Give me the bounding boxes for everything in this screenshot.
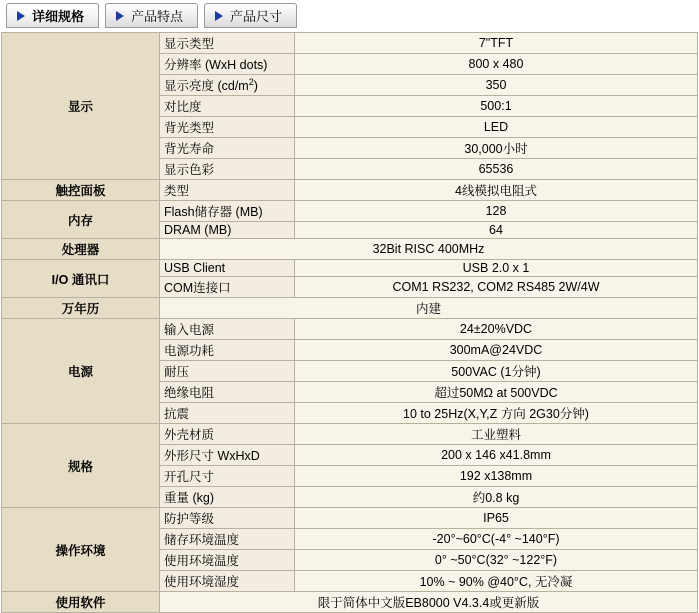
row-item: 类型	[160, 180, 295, 201]
row-value: 24±20%VDC	[295, 319, 698, 340]
table-row	[2, 319, 698, 340]
table-row	[2, 239, 698, 260]
row-value: 30,000小时	[295, 138, 698, 159]
row-item: 开孔尺寸	[160, 466, 295, 487]
group-label: I/O 通讯口	[2, 260, 160, 298]
row-item: DRAM (MB)	[160, 222, 295, 239]
row-item	[160, 75, 295, 96]
tab-label: 详细规格	[32, 9, 85, 24]
row-value: 约0.8 kg	[295, 487, 698, 508]
tab-product-dimensions[interactable]	[204, 3, 297, 28]
row-value: 内建	[160, 298, 698, 319]
row-value: 32Bit RISC 400MHz	[160, 239, 698, 260]
row-item: 背光类型	[160, 117, 295, 138]
row-item: USB Client	[160, 260, 295, 277]
row-value: 超过50MΩ at 500VDC	[295, 382, 698, 403]
table-row	[2, 298, 698, 319]
group-label: 万年历	[2, 298, 160, 319]
row-value: COM1 RS232, COM2 RS485 2W/4W	[295, 277, 698, 298]
row-value: USB 2.0 x 1	[295, 260, 698, 277]
row-value: 350	[295, 75, 698, 96]
row-item: 重量 (kg)	[160, 487, 295, 508]
table-row	[2, 33, 698, 54]
row-value: 10 to 25Hz(X,Y,Z 方向 2G30分钟)	[295, 403, 698, 424]
row-value: 300mA@24VDC	[295, 340, 698, 361]
tab-bar	[0, 0, 699, 32]
row-value: 限于简体中文版EB8000 V4.3.4或更新版	[160, 592, 698, 613]
table-row	[2, 592, 698, 613]
row-value: 7"TFT	[295, 33, 698, 54]
row-item: 对比度	[160, 96, 295, 117]
table-row	[2, 508, 698, 529]
group-label: 触控面板	[2, 180, 160, 201]
row-item: 使用环境湿度	[160, 571, 295, 592]
specification-table	[1, 32, 698, 613]
tab-label: 产品特点	[131, 9, 184, 24]
row-item-text: 显示亮度 $(cd/m^2)$	[164, 76, 258, 93]
row-item: 储存环境温度	[160, 529, 295, 550]
row-item: 显示类型	[160, 33, 295, 54]
row-item: Flash储存器 (MB)	[160, 201, 295, 222]
row-value: 128	[295, 201, 698, 222]
group-label: 使用软件	[2, 592, 160, 613]
row-item: 分辨率 (WxH dots)	[160, 54, 295, 75]
triangle-right-icon	[116, 11, 124, 21]
row-value: 192 x138mm	[295, 466, 698, 487]
row-item: 外形尺寸 WxHxD	[160, 445, 295, 466]
specification-table-body	[2, 33, 698, 613]
triangle-right-icon	[215, 11, 223, 21]
group-label: 规格	[2, 424, 160, 508]
table-row	[2, 180, 698, 201]
table-row	[2, 260, 698, 277]
tab-detailed-spec[interactable]	[6, 3, 99, 28]
table-row	[2, 201, 698, 222]
row-item: 显示色彩	[160, 159, 295, 180]
tab-product-features[interactable]	[105, 3, 198, 28]
row-value: 64	[295, 222, 698, 239]
row-value: -20°~60°C(-4° ~140°F)	[295, 529, 698, 550]
row-value: 0° ~50°C(32° ~122°F)	[295, 550, 698, 571]
row-value: LED	[295, 117, 698, 138]
row-value: 工业塑料	[295, 424, 698, 445]
group-label: 电源	[2, 319, 160, 424]
row-value: 500:1	[295, 96, 698, 117]
group-label: 操作环境	[2, 508, 160, 592]
group-label: 显示	[2, 33, 160, 180]
row-item: COM连接口	[160, 277, 295, 298]
table-row	[2, 424, 698, 445]
row-item: 电源功耗	[160, 340, 295, 361]
row-value: 65536	[295, 159, 698, 180]
row-item: 抗震	[160, 403, 295, 424]
triangle-right-icon	[17, 11, 25, 21]
row-item: 绝缘电阻	[160, 382, 295, 403]
row-item: 输入电源	[160, 319, 295, 340]
row-value: 800 x 480	[295, 54, 698, 75]
row-value: 10% ~ 90% @40°C, 无冷凝	[295, 571, 698, 592]
group-label: 内存	[2, 201, 160, 239]
row-item: 背光寿命	[160, 138, 295, 159]
row-value: 500VAC (1分钟)	[295, 361, 698, 382]
group-label: 处理器	[2, 239, 160, 260]
row-value: 200 x 146 x41.8mm	[295, 445, 698, 466]
tab-label: 产品尺寸	[230, 9, 283, 24]
row-value: 4线模拟电阻式	[295, 180, 698, 201]
row-value: IP65	[295, 508, 698, 529]
row-item: 防护等级	[160, 508, 295, 529]
row-item: 使用环境温度	[160, 550, 295, 571]
row-item: 耐压	[160, 361, 295, 382]
row-item: 外壳材质	[160, 424, 295, 445]
